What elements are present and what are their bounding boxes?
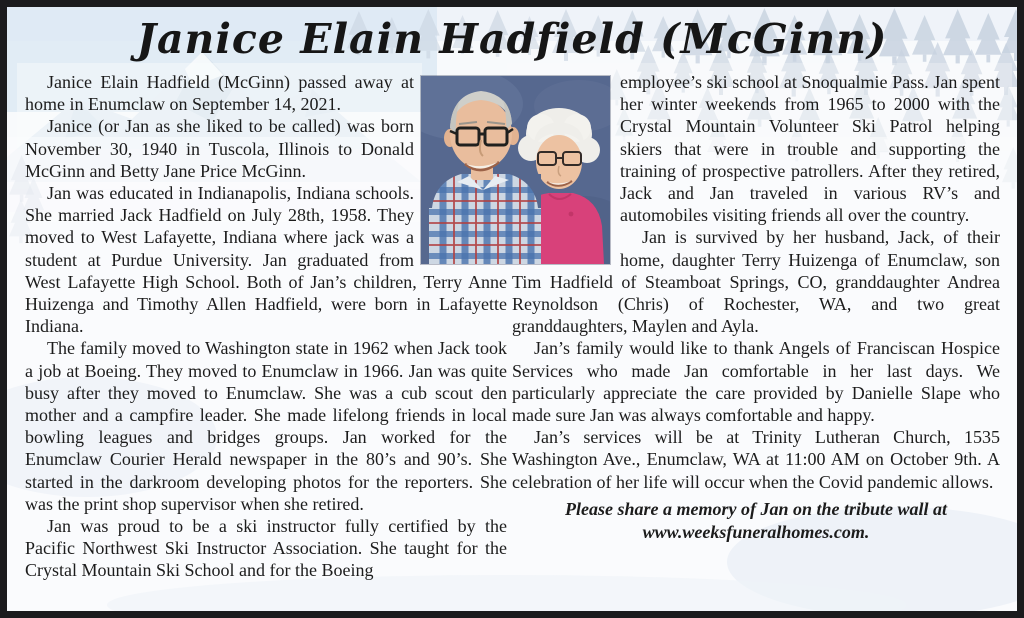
obituary-paragraph: Jan was proud to be a ski instructor fully certified by the Pacific Northwest Ski Instructor Association. She taught for the Crystal Mountain Ski School and for the Boeing xyxy=(25,516,507,581)
obituary-paragraph: employee’s ski school at Snoqualmie Pass. Jan spent her winter weekends from 1965 to 2000 with the Crystal Mountain Volunteer Ski Patrol helping skiers that were in trouble and supporting the training of prospective patrollers. After they retired, Jack and Jan traveled in various RV’s and automobiles visiting friends all over the country. xyxy=(620,72,1000,226)
right-column xyxy=(512,71,1000,544)
tribute-message xyxy=(512,498,1000,544)
photo-cutout-spacer xyxy=(512,71,620,264)
tribute-message-line1: Please share a memory of Jan on the tribute wall at xyxy=(564,498,947,519)
obituary-paragraph: Jan is survived by her husband, Jack, of their home, daughter Terry Huizenga of Enumclaw, son Tim Hadfield of Steamboat Springs, CO, granddaughter Andrea Reynoldson (Chris) of Rochester, WA, and two great granddaughters, Maylen and Ayla. xyxy=(512,227,1000,337)
obituary-title: Janice Elain Hadfield (McGinn) xyxy=(136,15,888,63)
obituary-paragraph: The family moved to Washington state in 1962 when Jack took a job at Boeing. They moved to Enumclaw in 1966. Jan was quite busy after they moved to Enumclaw. She was a cub scout den mother and a campfire leader. She made lifelong friends in local bowling leagues and bridges groups. Jan worked for the Enumclaw Courier Herald newspaper in the 80’s and 90’s. She started in the darkroom developing photos for the reporters. She was the print shop supervisor when she retired. xyxy=(25,338,507,514)
tribute-website: www.weeksfuneralhomes.com. xyxy=(642,521,870,542)
photo-cutout-spacer xyxy=(414,71,507,264)
obituary-paragraph: Janice (or Jan as she liked to be called) was born November 30, 1940 in Tuscola, Illinois to Donald McGinn and Betty Jane Price McGinn. xyxy=(25,116,414,181)
obituary-paragraph: Jan’s services will be at Trinity Lutheran Church, 1535 Washington Ave., Enumclaw, WA at 11:00 AM on October 9th. A celebration of her life will occur when the Covid pandemic allows. xyxy=(512,427,1000,492)
obituary-paragraph: Janice Elain Hadfield (McGinn) passed away at home in Enumclaw on September 14, 2021. xyxy=(25,72,414,115)
left-column xyxy=(25,71,507,582)
obituary-paragraph: Jan’s family would like to thank Angels of Franciscan Hospice Services who made Jan comfortable in her last days. We particularly appreciate the care provided by Danielle Slape who made sure Jan was always comfortable and happy. xyxy=(512,338,1000,426)
obituary-paragraph: Jan was educated in Indianapolis, Indiana schools. She married Jack Hadfield on July 28th, 1958. They moved to West Lafayette, Indiana where jack was a student at Purdue University. Jan graduated from West Lafayette High School. Both of Jan’s children, Terry Anne Huizenga and Timothy Allen Hadfield, were born in Lafayette Indiana. xyxy=(25,183,507,337)
